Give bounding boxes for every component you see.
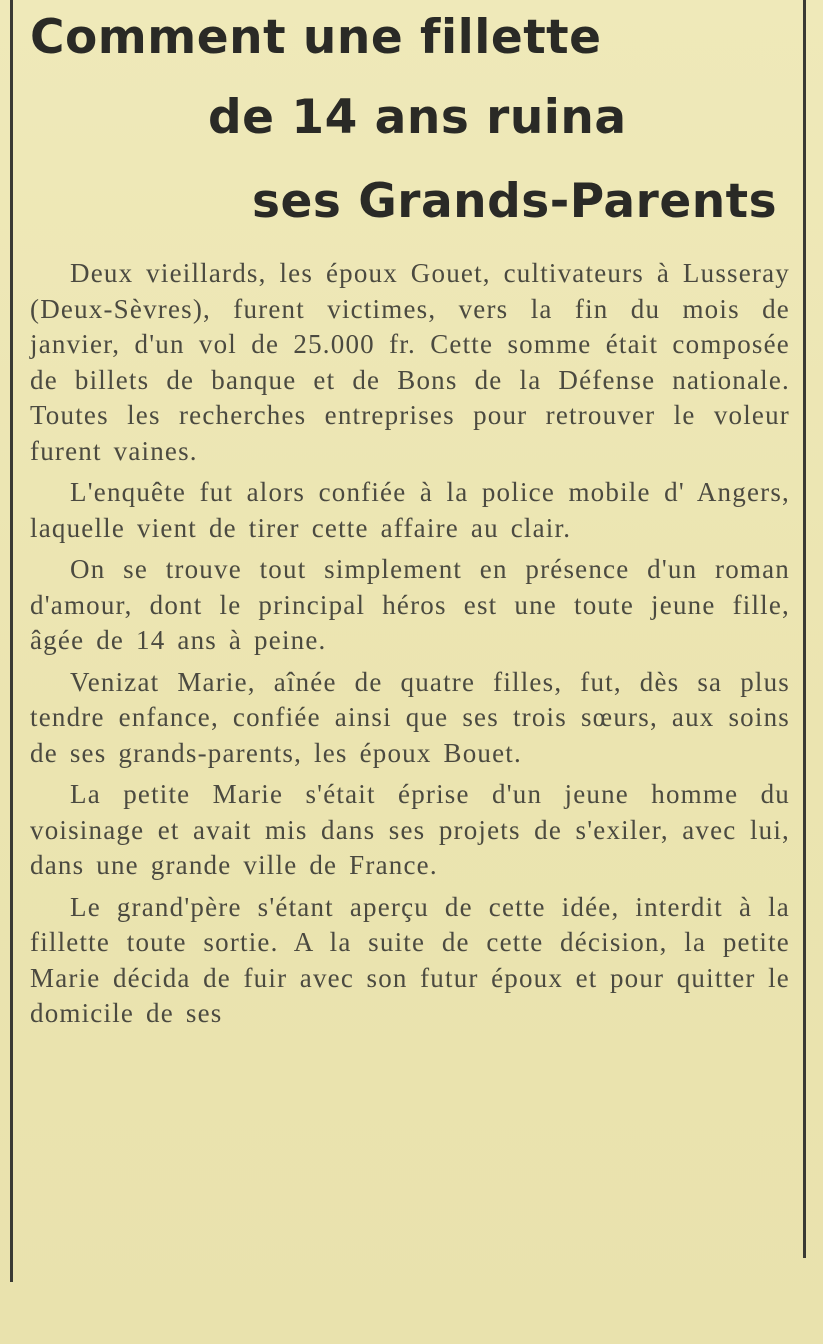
- article: [30, 10, 790, 1038]
- column-rule-left: [10, 0, 13, 1282]
- paragraph-5: La petite Marie s'était éprise d'un jeune homme du voisinage et avait mis dans ses projets de s'exiler, avec lui, dans une grande ville de France.: [30, 779, 790, 880]
- paragraph-2: L'enquête fut alors confiée à la police mobile d' Angers, laquelle vient de tirer cette affaire au clair.: [30, 477, 790, 543]
- column-rule-right: [803, 0, 806, 1258]
- article-body: [30, 256, 790, 1032]
- paragraph-3: On se trouve tout simplement en présence d'un roman d'amour, dont le principal héros est une toute jeune fille, âgée de 14 ans à peine.: [30, 554, 790, 655]
- headline-line-1: Comment une fillette: [30, 10, 602, 65]
- paragraph-4: Venizat Marie, aînée de quatre filles, fut, dès sa plus tendre enfance, confiée ainsi que ses trois sœurs, aux soins de ses grands-parents, les époux Bouet.: [30, 666, 790, 768]
- headline-line-3: ses Grands-Parents: [252, 174, 778, 229]
- paragraph-6: Le grand'père s'étant aperçu de cette idée, interdit à la fillette toute sortie. A la suite de cette décision, la petite Marie décida de fuir avec son futur époux et pour quitter le domicile de ses: [30, 891, 790, 1028]
- headline-line-2: de 14 ans ruina: [208, 90, 627, 145]
- paragraph-1: Deux vieillards, les époux Gouet, cultivateurs à Lusseray (Deux-Sèvres), furent victimes, vers la fin du mois de janvier, d'un vol de 25.000 fr. Cette somme était composée de billets de banque et de Bons de la Défense nationale. Toutes les recherches entreprises pour retrouver le voleur furent vaines.: [30, 258, 790, 466]
